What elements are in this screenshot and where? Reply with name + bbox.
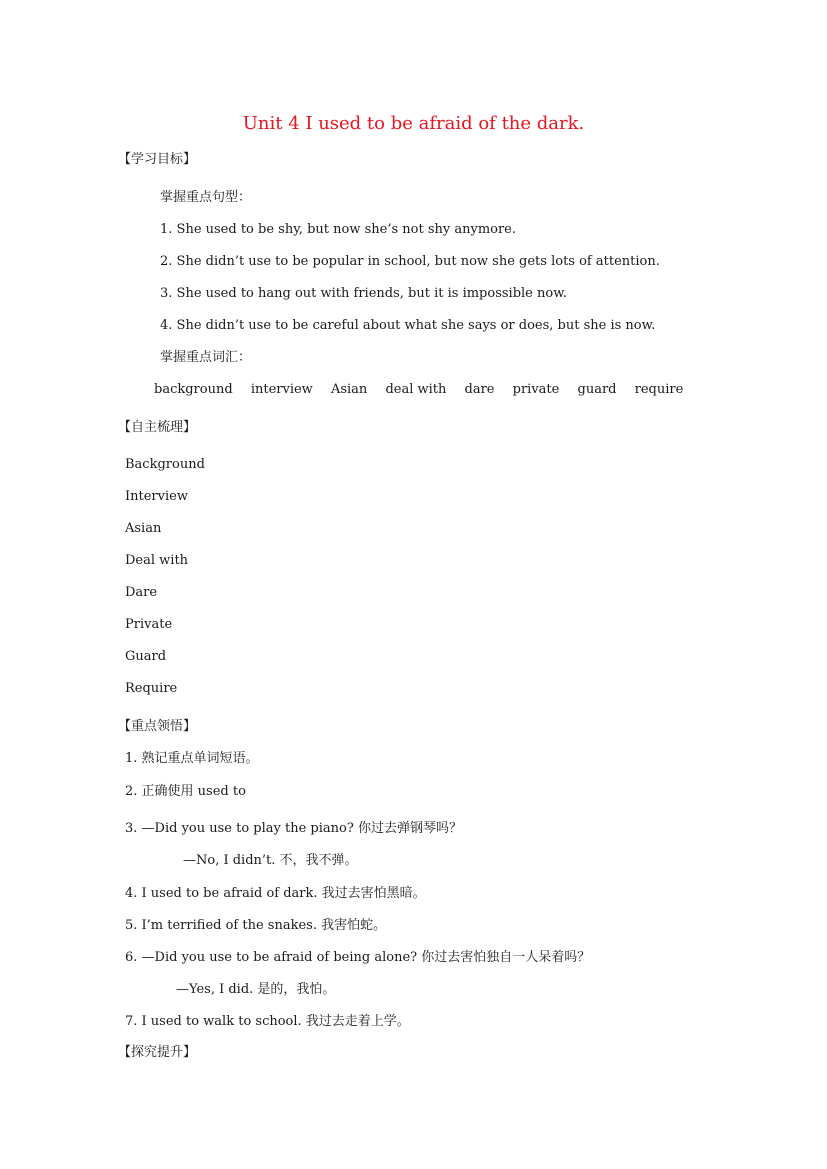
study-word: Asian — [125, 521, 162, 536]
study-word: Background — [125, 457, 205, 472]
key-sentence-3: 3. She used to hang out with friends, but it is impossible now. — [160, 286, 567, 301]
key-point-item-answer: —Yes, I did. 是的，我怕。 — [176, 982, 336, 997]
key-point-item: 2. 正确使用 used to — [125, 784, 246, 799]
key-sentence-1: 1. She used to be shy, but now she’s not shy anymore. — [160, 222, 517, 237]
section-heading-key-points: 【重点领悟】 — [118, 719, 197, 734]
key-point-item: 1. 熟记重点单词短语。 — [125, 751, 259, 766]
key-vocab-list — [154, 382, 697, 398]
study-word: Interview — [125, 489, 188, 504]
key-point-item: 3. —Did you use to play the piano? 你过去弹钢琴吗？ — [125, 821, 462, 836]
key-point-item: 6. —Did you use to be afraid of being alone? 你过去害怕独自一人呆着吗？ — [125, 950, 591, 965]
section-heading-self-study: 【自主梳理】 — [118, 420, 197, 435]
section-heading-inquiry: 【探究提升】 — [118, 1045, 197, 1060]
study-word: Deal with — [125, 553, 189, 568]
key-sentence-4: 4. She didn’t use to be careful about what she says or does, but she is now. — [160, 318, 656, 333]
vocab-word: Asian — [330, 382, 368, 397]
study-word: Dare — [125, 585, 158, 600]
key-point-item-answer: —No, I didn’t. 不，我不弹。 — [183, 853, 358, 868]
key-sentences-label: 掌握重点句型： — [160, 190, 252, 205]
key-vocab-label: 掌握重点词汇： — [160, 350, 252, 365]
study-word: Require — [125, 681, 178, 696]
vocab-word: private — [512, 382, 560, 397]
vocab-word: deal with — [385, 382, 447, 397]
key-point-item: 7. I used to walk to school. 我过去走着上学。 — [125, 1014, 410, 1029]
vocab-word: dare — [464, 382, 495, 397]
vocab-word: interview — [250, 382, 313, 397]
key-point-item: 4. I used to be afraid of dark. 我过去害怕黑暗。 — [125, 886, 426, 901]
vocab-word: guard — [577, 382, 617, 397]
study-word: Private — [125, 617, 173, 632]
vocab-word: background — [154, 382, 233, 397]
section-heading-learning-goals: 【学习目标】 — [118, 152, 197, 167]
key-sentence-2: 2. She didn’t use to be popular in school, but now she gets lots of attention. — [160, 254, 660, 269]
study-word: Guard — [125, 649, 167, 664]
vocab-word: require — [634, 382, 684, 397]
document-title: Unit 4 I used to be afraid of the dark. — [242, 113, 585, 134]
key-point-item: 5. I’m terrified of the snakes. 我害怕蛇。 — [125, 918, 387, 933]
